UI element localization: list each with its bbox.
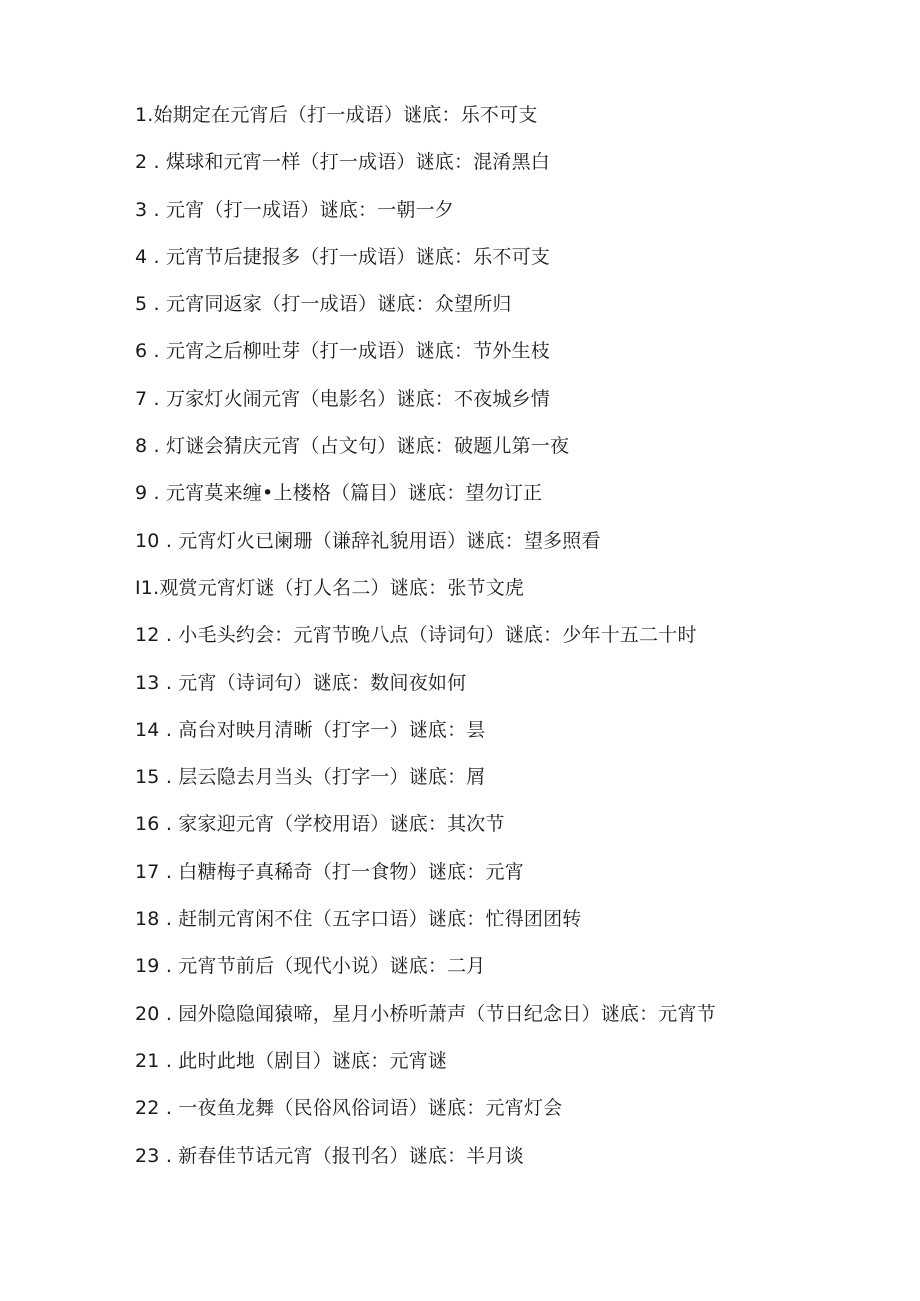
riddle-item-8: 8 . 灯谜会猜庆元宵（占文句）谜底：破题儿第一夜 [135, 435, 570, 458]
riddle-item-1: 1.始期定在元宵后（打一成语）谜底：乐不可支 [135, 104, 538, 126]
riddle-item-10: 10 . 元宵灯火已阑珊（谦辞礼貌用语）谜底：望多照看 [135, 529, 601, 552]
riddle-item-2: 2 . 煤球和元宵一样（打一成语）谜底：混淆黑白 [135, 151, 551, 174]
riddle-item-12: 12 . 小毛头约会：元宵节晚八点（诗词句）谜底：少年十五二十时 [135, 624, 697, 647]
riddle-item-4: 4 . 元宵节后捷报多（打一成语）谜底：乐不可支 [135, 245, 551, 268]
riddle-item-6: 6 . 元宵之后柳吐芽（打一成语）谜底：节外生枝 [135, 340, 551, 363]
riddle-item-16: 16 . 家家迎元宵（学校用语）谜底：其次节 [135, 813, 505, 836]
riddle-item-22: 22 . 一夜鱼龙舞（民俗风俗词语）谜底：元宵灯会 [135, 1097, 563, 1120]
riddle-item-15: 15 . 层云隐去月当头（打字一）谜底：屑 [135, 766, 486, 789]
riddle-item-21: 21 . 此时此地（剧目）谜底：元宵谜 [135, 1049, 448, 1072]
riddle-item-11: I1.观赏元宵灯谜（打人名二）谜底：张节文虎 [135, 576, 525, 599]
riddle-item-7: 7 . 万家灯火闹元宵（电影名）谜底：不夜城乡情 [135, 387, 551, 410]
riddle-item-19: 19 . 元宵节前后（现代小说）谜底：二月 [135, 955, 486, 978]
riddle-item-14: 14 . 高台对映月清晰（打字一）谜底：昙 [135, 718, 486, 741]
riddle-item-3: 3 . 元宵（打一成语）谜底：一朝一夕 [135, 198, 455, 221]
riddle-item-17: 17 . 白糖梅子真稀奇（打一食物）谜底：元宵 [135, 860, 524, 883]
riddle-item-13: 13 . 元宵（诗词句）谜底：数间夜如何 [135, 671, 467, 694]
riddle-item-23: 23 . 新春佳节话元宵（报刊名）谜底：半月谈 [135, 1144, 524, 1167]
riddle-item-18: 18 . 赶制元宵闲不住（五字口语）谜底：忙得团团转 [135, 908, 582, 931]
riddle-item-5: 5 . 元宵同返家（打一成语）谜底：众望所归 [135, 293, 512, 316]
riddle-list [135, 96, 895, 1184]
riddle-item-20: 20 . 园外隐隐闻猿啼，星月小桥听萧声（节日纪念日）谜底：元宵节 [135, 1002, 716, 1025]
riddle-item-9: 9 . 元宵莫来缠•上楼格（篇目）谜底：望勿订正 [135, 482, 543, 505]
